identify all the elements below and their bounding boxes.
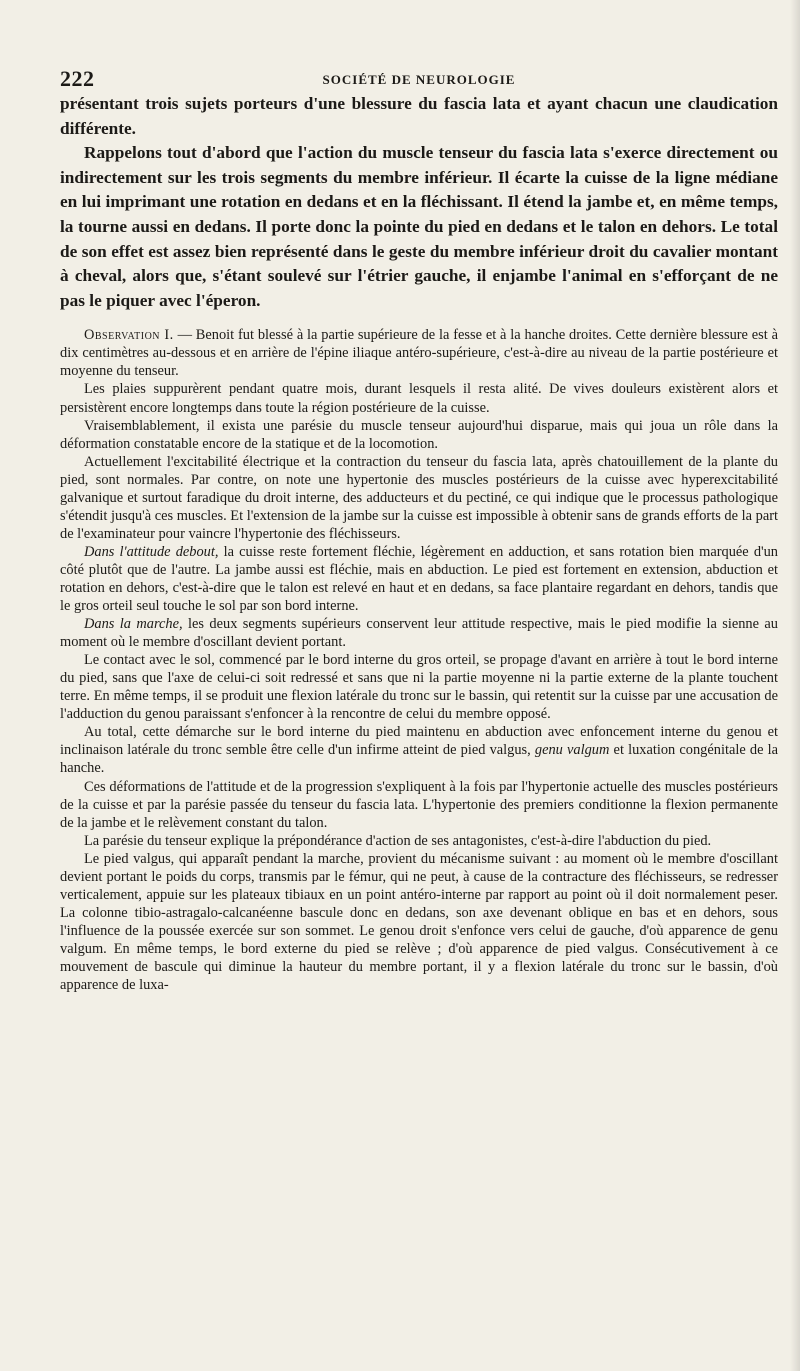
observation-paragraph: Les plaies suppurèrent pendant quatre mois, durant lesquels il resta alité. De vives douleurs existèrent alors et persistèrent encore longtemps dans toute la région postérieure de la cuisse. xyxy=(60,381,778,416)
observation-paragraph xyxy=(60,615,778,651)
observation-paragraph: Le pied valgus, qui apparaît pendant la marche, provient du mécanisme suivant : au moment où le membre d'oscillant devient portant le poids du corps, transmis par le fémur, qui ne peut, à cause de la contracture des fléchisseurs, se redresser verticalement, appuie sur les plateaux tibiaux en un point antéro-interne par rapport au point où il doit normalement peser. La colonne tibio-astragalo-calcanéenne bascule donc en dedans, son axe devenant oblique en bas et en dehors, sous l'influence de la poussée exercée sur son sommet. Le genou droit s'enfonce vers celui de gauche, d'où apparence de genu valgum. En même temps, le bord externe du pied se relève ; d'où apparence de pied valgus. Consécutivement à ce mouvement de bascule qui diminue la hauteur du membre portant, il y a flexion latérale du tronc sur le bassin, d'où apparence de luxa- xyxy=(60,850,778,994)
intro-paragraph: Rappelons tout d'abord que l'action du muscle tenseur du fascia lata s'exerce directement ou indirectement sur les trois segments du membre inférieur. Il écarte la cuisse de la ligne médiane en lui imprimant une rotation en dedans et en la fléchissant. Il étend la jambe et, en même temps, la tourne aussi en dedans. Il porte donc la pointe du pied en dedans et le talon en dehors. Le total de son effet est assez bien représenté dans le geste du membre inférieur droit du cavalier montant à cheval, alors que, s'étant soulevé sur l'étrier gauche, il enjambe l'animal en s'efforçant de ne pas le piquer avec l'éperon. xyxy=(60,143,778,310)
page-edge-shadow xyxy=(790,0,800,1371)
observation-section xyxy=(60,326,778,994)
page-number: 222 xyxy=(60,66,95,91)
observation-text: — Benoit fut blessé à la partie supérieure de la fesse et à la hanche droites. Cette dernière blessure est à dix centimètres au-dessous et en arrière de l'épine iliaque antéro-supérieure, c'est-à-dire au niveau de la partie postérieure et moyenne du tenseur. xyxy=(60,327,778,380)
observation-paragraph: Ces déformations de l'attitude et de la progression s'expliquent à la fois par l'hypertonie actuelle des muscles postérieurs de la cuisse et par la parésie passée du tenseur du fascia lata. L'hypertonie des premiers conditionne la flexion permanente de la jambe et le relèvement constant du talon. xyxy=(60,778,778,831)
intro-text xyxy=(60,92,778,313)
observation-paragraph xyxy=(60,723,778,777)
observation-text: les deux segments supérieurs conservent leur attitude respective, mais le pied modifie la sienne au moment où le membre d'oscillant devient portant. xyxy=(60,616,779,651)
observation-text: la cuisse reste fortement fléchie, légèrement en adduction, et sans rotation bien marquée d'un côté plutôt que de l'autre. La jambe aussi est fléchie, mais en abduction. Le pied est fortement en extension, abduction et rotation en dehors, c'est-à-dire que le talon est relevé en haut et en dedans, sa face plantaire regardant en dehors, tandis que le gros orteil seul touche le sol par son bord interne. xyxy=(60,543,779,615)
page-header xyxy=(60,58,778,92)
italic-term: genu valgum xyxy=(534,742,610,759)
observation-paragraph: Actuellement l'excitabilité électrique et la contraction du tenseur du fascia lata, après chatouillement de la plante du pied, sont normales. Par contre, on note une hypertonie des muscles postérieurs de la cuisse avec hyperexcitabilité galvanique et surtout faradique du droit interne, des adducteurs et du pectiné, ce qui indique que le processus pathologique s'étendit jusqu'à ces muscles. Et l'extension de la jambe sur la cuisse est impossible à obtenir sans de grands efforts de la part de l'examinateur pour vaincre l'hypertonie des fléchisseurs. xyxy=(60,453,778,542)
running-head: SOCIÉTÉ DE NEUROLOGIE xyxy=(322,72,516,87)
observation-paragraph xyxy=(60,543,778,615)
observation-text: Au total, cette démarche sur le bord interne du pied maintenu en abduction avec enfoncement interne du genou et inclinaison latérale du tronc semble être celle d'un infirme atteint de pied valgus, xyxy=(60,724,778,759)
observation-paragraph: La parésie du tenseur explique la prépondérance d'action de ses antagonistes, c'est-à-dire l'abduction du pied. xyxy=(84,832,712,849)
italic-lead: Dans la marche, xyxy=(84,616,183,633)
observation-label: Observation I. xyxy=(84,327,174,344)
observation-paragraph: Le contact avec le sol, commencé par le bord interne du gros orteil, se propage d'avant en arrière à tout le bord interne du pied, sans que l'axe de celui-ci soit redressé et sans que ni la partie moyenne ni la partie externe de la plante touchent terre. En même temps, il se produit une flexion latérale du tronc sur le bassin, qui retentit sur la cuisse par une accusation de l'adduction du genou paraissant s'enfoncer à la rencontre de celui du membre opposé. xyxy=(60,652,778,723)
observation-paragraph xyxy=(60,326,778,380)
italic-lead: Dans l'attitude debout, xyxy=(84,543,219,560)
observation-paragraph: Vraisemblablement, il exista une parésie du muscle tenseur aujourd'hui disparue, mais qui joua un rôle dans la déformation constatable encore de la statique et de la locomotion. xyxy=(60,417,778,452)
intro-paragraph: présentant trois sujets porteurs d'une blessure du fascia lata et ayant chacun une claudication différente. xyxy=(60,94,778,138)
observation-text: et luxation congénitale de la hanche. xyxy=(60,742,778,777)
